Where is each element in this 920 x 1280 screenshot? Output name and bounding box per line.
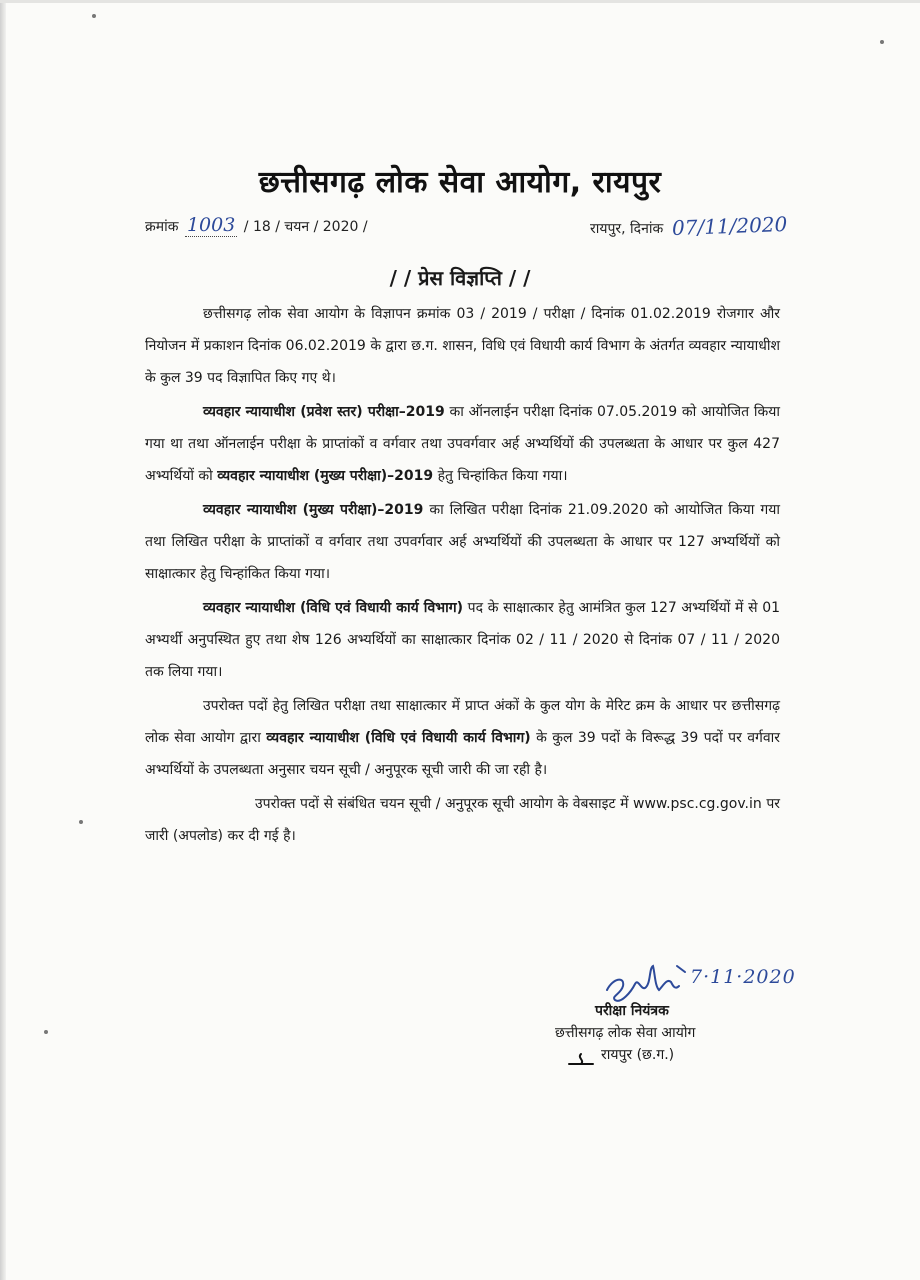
exam-name-bold: व्यवहार न्यायाधीश (मुख्य परीक्षा)–2019 (217, 468, 434, 484)
document-title: छत्तीसगढ़ लोक सेवा आयोग, रायपुर (258, 165, 662, 200)
exam-name-bold: व्यवहार न्यायाधीश (प्रवेश स्तर) परीक्षा–2019 (203, 404, 445, 420)
reference-number (145, 214, 368, 237)
paragraph-prelims (145, 396, 780, 492)
exam-name-bold: व्यवहार न्यायाधीश (मुख्य परीक्षा)–2019 (203, 502, 424, 518)
press-release-body (145, 298, 780, 854)
handwritten-issue-date: 07/11/2020 (671, 211, 788, 241)
paragraph-mains (145, 494, 780, 590)
paragraph-text: उपरोक्त पदों हेतु लिखित परीक्षा तथा साक्षात्कार में प्राप्त अंकों के कुल योग के मेरिट क्रम के आधार पर छत्तीसगढ़ लोक सेवा आयोग द्वारा (145, 698, 780, 746)
paragraph-text: का ऑनलाईन परीक्षा दिनांक 07.05.2019 को आयोजित किया गया था तथा ऑनलाईन परीक्षा के प्राप्तांकों व वर्गवार तथा उपवर्गवार अर्ह अभ्यर्थियों की उपलब्धता के आधार पर कुल 427 अभ्यर्थियों को (145, 404, 780, 484)
signatory-organization: छत्तीसगढ़ लोक सेवा आयोग (555, 1025, 696, 1041)
signatory-designation: परीक्षा नियंत्रक (595, 1003, 669, 1019)
post-name-bold: व्यवहार न्यायाधीश (विधि एवं विधायी कार्य विभाग) (266, 730, 531, 746)
handwritten-initial (567, 1050, 595, 1070)
signatory-place: रायपुर (छ.ग.) (601, 1047, 675, 1063)
paragraph-text: पद के साक्षात्कार हेतु आमंत्रित कुल 127 अभ्यर्थियों में से 01 अभ्यर्थी अनुपस्थित हुए तथा शेष 126 अभ्यर्थियों का साक्षात्कार दिनांक 02 / 11 / 2020 से दिनांक 07 / 11 / 2020 तक लिया गया। (145, 600, 781, 680)
paragraph-advertisement: छत्तीसगढ़ लोक सेवा आयोग के विज्ञापन क्रमांक 03 / 2019 / परीक्षा / दिनांक 01.02.2019 रोजगार और नियोजन में प्रकाशन दिनांक 06.02.2019 के द्वारा छ.ग. शासन, विधि एवं विधायी कार्य विभाग के अंतर्गत व्यवहार न्यायाधीश के कुल 39 पद विज्ञापित किए गए थे। (145, 306, 780, 386)
press-release-heading: / / प्रेस विज्ञप्ति / / (389, 266, 531, 290)
ref-prefix: क्रमांक (145, 219, 179, 235)
page-top-edge (0, 0, 920, 3)
paragraph-selection-list (145, 690, 780, 786)
date-prefix: रायपुर, दिनांक (590, 221, 664, 237)
handwritten-signature-date: 7·11·2020 (690, 966, 796, 988)
paragraph-text: हेतु चिन्हांकित किया गया। (433, 468, 568, 484)
handwritten-ref-number: 1003 (186, 214, 236, 236)
issue-date-line (590, 211, 788, 241)
post-name-bold: व्यवहार न्यायाधीश (विधि एवं विधायी कार्य विभाग) (203, 600, 463, 616)
paragraph-interview (145, 592, 780, 688)
paragraph-website: उपरोक्त पदों से संबंधित चयन सूची / अनुपूरक सूची आयोग के वेबसाइट में www.psc.cg.gov.in पर जारी (अपलोड) कर दी गई है। (145, 796, 780, 844)
ref-suffix: / 18 / चयन / 2020 / (243, 219, 368, 235)
scan-speck (880, 40, 884, 44)
paragraph-text: के कुल 39 पदों के विरूद्ध 39 पदों पर वर्गवार अभ्यर्थियों के उपलब्धता अनुसार चयन सूची / अनुपूरक सूची जारी की जा रही है। (145, 730, 780, 778)
scan-speck (44, 1030, 48, 1034)
scan-speck (92, 14, 96, 18)
scan-speck (79, 820, 83, 824)
paragraph-text: का लिखित परीक्षा दिनांक 21.09.2020 को आयोजित किया गया तथा लिखित परीक्षा के प्राप्तांकों व वर्गवार तथा उपवर्गवार अर्ह अभ्यर्थियों की उपलब्धता के आधार पर 127 अभ्यर्थियों को साक्षात्कार हेतु चिन्हांकित किया गया। (145, 502, 780, 582)
